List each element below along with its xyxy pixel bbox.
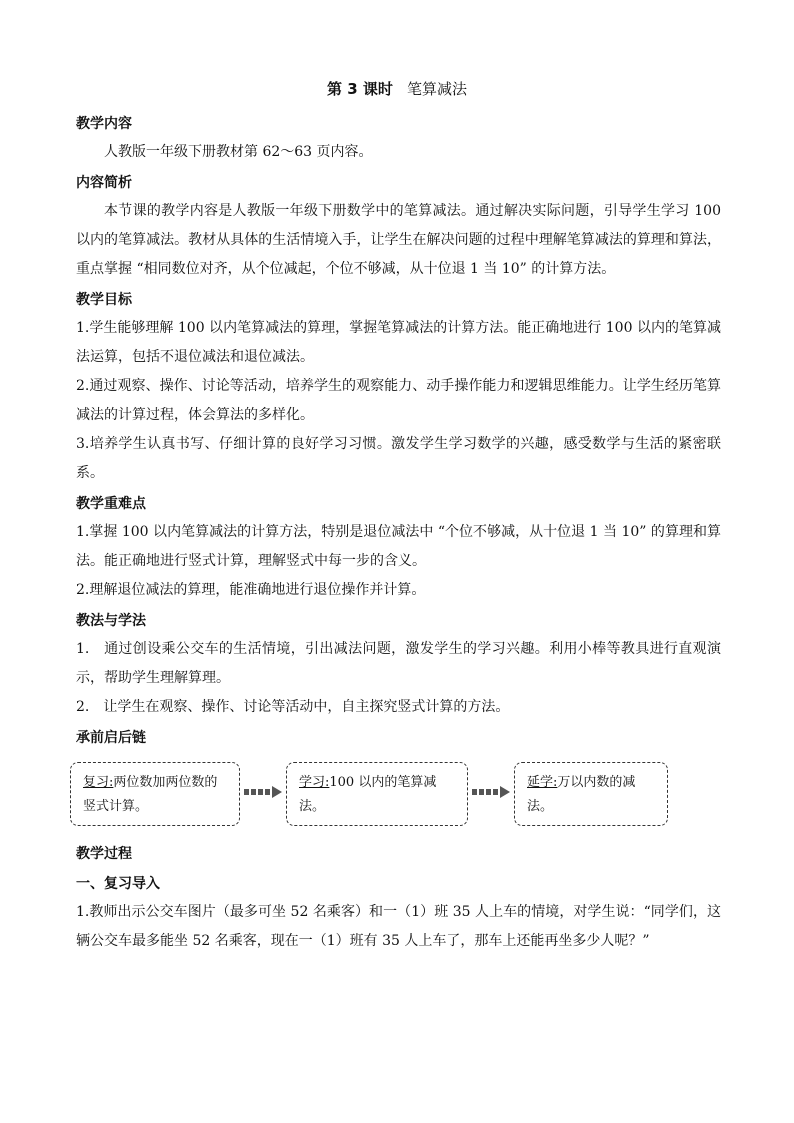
objective-item: 2.通过观察、操作、讨论等活动，培养学生的观察能力、动手操作能力和逻辑思维能力。让学生经历笔算减法的计算过程，体会算法的多样化。 (76, 378, 721, 423)
learning-chain-diagram (76, 756, 721, 832)
lesson-topic: 笔算减法 (406, 80, 467, 98)
key-point-item: 2.理解退位减法的算理，能准确地进行退位操作并计算。 (76, 582, 426, 598)
section-heading-review-intro: 一、复习导入 (76, 876, 160, 892)
section-heading-key-points: 教学重难点 (76, 496, 146, 512)
objective-item: 3.培养学生认真书写、仔细计算的良好学习习惯。激发学生学习数学的兴趣，感受数学与生活的紧密联系。 (76, 436, 721, 481)
section-heading-analysis: 内容简析 (76, 175, 132, 191)
review-label: 复习: (83, 775, 114, 790)
section-text-analysis: 本节课的教学内容是人教版一年级下册数学中的笔算减法。通过解决实际问题，引导学生学习 100 以内的笔算减法。教材从具体的生活情境入手，让学生在解决问题的过程中理解笔算减法的算理和算法，重点掌握 “相同数位对齐，从个位减起，个位不够减，从十位退 1 当 10” 的计算方法。 (76, 203, 721, 277)
section-heading-chain: 承前启后链 (76, 730, 146, 746)
method-item: 2. 让学生在观察、操作、讨论等活动中，自主探究竖式计算的方法。 (76, 699, 510, 715)
section-heading-objectives: 教学目标 (76, 292, 132, 308)
arrow-right-icon (244, 786, 284, 798)
method-item: 1. 通过创设乘公交车的生活情境，引出减法问题，激发学生的学习兴趣。利用小棒等教具进行直观演示，帮助学生理解算理。 (76, 641, 721, 686)
study-text: 100 以内的笔算减法。 (299, 775, 437, 814)
section-heading-methods: 教法与学法 (76, 613, 146, 629)
document-body (76, 114, 721, 956)
objective-item: 1.学生能够理解 100 以内笔算减法的算理，掌握笔算减法的计算方法。能正确地进行 100 以内的笔算减法运算，包括不退位减法和退位减法。 (76, 320, 721, 365)
key-point-item: 1.掌握 100 以内笔算减法的计算方法，特别是退位减法中 “个位不够减，从十位退 1 当 10” 的算理和算法。能正确地进行竖式计算，理解竖式中每一步的含义。 (76, 524, 721, 569)
arrow-right-icon (472, 786, 512, 798)
review-box (70, 762, 240, 826)
section-text-content: 人教版一年级下册教材第 62～63 页内容。 (104, 144, 373, 160)
study-label: 学习: (299, 775, 330, 790)
section-heading-content: 教学内容 (76, 116, 132, 132)
section-heading-process: 教学过程 (76, 846, 132, 862)
study-box (286, 762, 468, 826)
process-paragraph: 1.教师出示公交车图片（最多可坐 52 名乘客）和一（1）班 35 人上车的情境，对学生说：“同学们，这辆公交车最多能坐 52 名乘客，现在一（1）班有 35 人上车了，那车上还能再坐多少人呢？” (76, 904, 721, 949)
lesson-title (0, 78, 794, 99)
extension-text: 万以内数的减法。 (527, 775, 636, 814)
extension-box (514, 762, 668, 826)
review-text: 两位数加两位数的竖式计算。 (83, 775, 218, 814)
extension-label: 延学: (527, 775, 558, 790)
lesson-number: 第 3 课时 (327, 80, 393, 98)
